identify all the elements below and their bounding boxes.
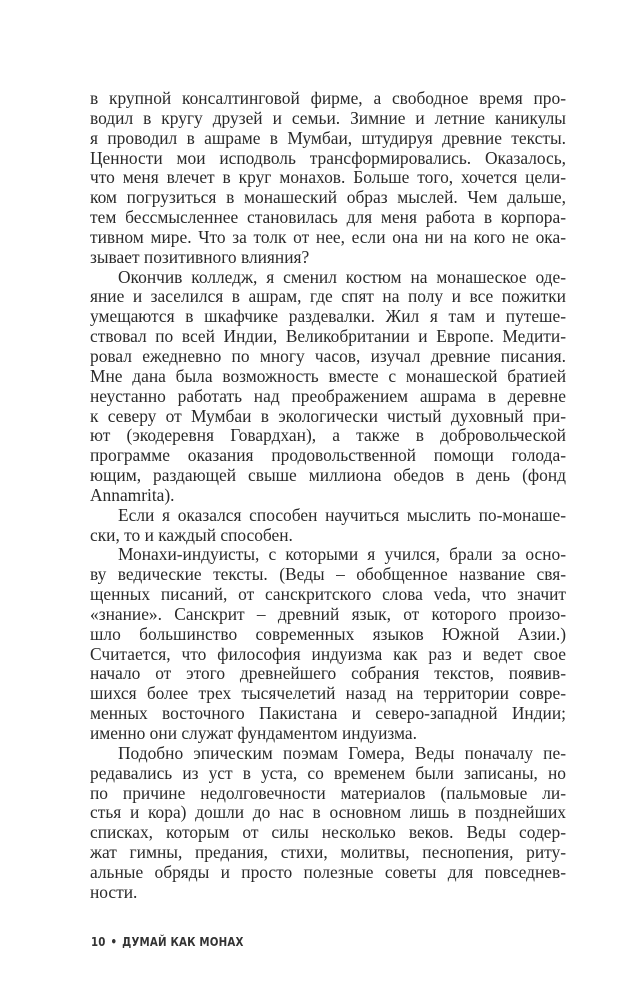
text-line: я проводил в ашраме в Мумбаи, штудируя древние тексты. bbox=[90, 127, 566, 148]
text-line: жат гимны, предания, стихи, молитвы, песнопения, риту- bbox=[90, 842, 566, 863]
text-line: водил в кругу друзей и семьи. Зимние и летние каникулы bbox=[90, 107, 566, 128]
text-line: в крупной консалтинговой фирме, а свободное время про- bbox=[90, 88, 566, 108]
paragraph bbox=[90, 89, 566, 268]
text-line: Annamrita). bbox=[90, 484, 175, 505]
text-line: ком погрузиться в монашеский образ мыслей. Чем дальше, bbox=[90, 187, 566, 208]
paragraph bbox=[90, 744, 566, 903]
page-footer bbox=[91, 934, 244, 949]
text-line: зывает позитивного влияния? bbox=[90, 246, 310, 267]
text-line: ву ведические тексты. (Веды – обобщенное название свя- bbox=[90, 564, 566, 585]
separator-dot: • bbox=[110, 934, 118, 949]
text-line: Если я оказался способен научиться мыслить по-монаше- bbox=[118, 504, 566, 525]
text-line: «знание». Санскрит – древний язык, от которого произо- bbox=[90, 603, 566, 624]
text-line: Подобно эпическим поэмам Гомера, Веды поначалу пе- bbox=[118, 742, 566, 763]
text-line: редавались из уст в уста, со временем были записаны, но bbox=[90, 762, 566, 783]
text-line: списках, которым от силы несколько веков. Веды содер- bbox=[90, 822, 566, 843]
text-line: к северу от Мумбаи в экологически чистый духовный при- bbox=[90, 405, 566, 426]
text-line: менных восточного Пакистана и северо-западной Индии; bbox=[90, 703, 566, 724]
running-title: ДУМАЙ КАК МОНАХ bbox=[122, 934, 244, 949]
text-line: Ценности мои исподволь трансформировались. Оказалось, bbox=[90, 147, 566, 168]
text-line: что меня влечет в круг монахов. Больше того, хочется цели- bbox=[90, 167, 566, 188]
paragraph bbox=[90, 506, 566, 546]
text-line: ности. bbox=[90, 881, 138, 902]
text-line: Окончив колледж, я сменил костюм на монашеское оде- bbox=[118, 266, 566, 287]
text-line: тем бессмысленнее становилась для меня работа в корпора- bbox=[90, 207, 566, 228]
text-line: ровал ежедневно по многу часов, изучал древние писания. bbox=[90, 345, 566, 366]
text-line: ют (экодеревня Говардхан), а также в добровольческой bbox=[90, 425, 566, 446]
text-line: ски, то и каждый способен. bbox=[90, 524, 293, 545]
text-line: стья и кора) дошли до нас в основном лишь в позднейших bbox=[90, 802, 566, 823]
page-number: 10 bbox=[91, 934, 106, 949]
text-line: программе оказания продовольственной помощи голода- bbox=[90, 445, 566, 466]
text-line: неустанно работать над преображением ашрама в деревне bbox=[90, 385, 566, 406]
text-line: ющим, раздающей свыше миллиона обедов в день (фонд bbox=[90, 465, 566, 486]
paragraph bbox=[90, 268, 566, 506]
text-line: щенных писаний, от санскритского слова veda, что значит bbox=[90, 584, 566, 605]
paragraph bbox=[90, 545, 566, 743]
text-line: шихся более трех тысячелетий назад на территории совре- bbox=[90, 683, 566, 704]
text-line: шло большинство современных языков Южной Азии.) bbox=[90, 623, 566, 644]
body-text bbox=[90, 89, 566, 903]
text-line: по причине недолговечности материалов (пальмовые ли- bbox=[90, 782, 566, 803]
text-line: начало от этого древнейшего собрания текстов, появив- bbox=[90, 663, 566, 684]
text-line: альные обряды и просто полезные советы для повседнев- bbox=[90, 861, 566, 882]
text-line: яние и заселился в ашрам, где спят на полу и все пожитки bbox=[90, 286, 566, 307]
text-line: умещаются в шкафчике раздевалки. Жил я там и путеше- bbox=[90, 306, 566, 327]
text-line: Считается, что философия индуизма как раз и ведет свое bbox=[90, 643, 566, 664]
text-line: тивном мире. Что за толк от нее, если она ни на кого не ока- bbox=[90, 226, 566, 247]
text-line: ствовал по всей Индии, Великобритании и Европе. Медити- bbox=[90, 326, 566, 347]
text-line: Монахи-индуисты, с которыми я учился, брали за осно- bbox=[118, 544, 566, 565]
text-line: именно они служат фундаментом индуизма. bbox=[90, 723, 417, 743]
text-line: Мне дана была возможность вместе с монашеской братией bbox=[90, 365, 566, 386]
